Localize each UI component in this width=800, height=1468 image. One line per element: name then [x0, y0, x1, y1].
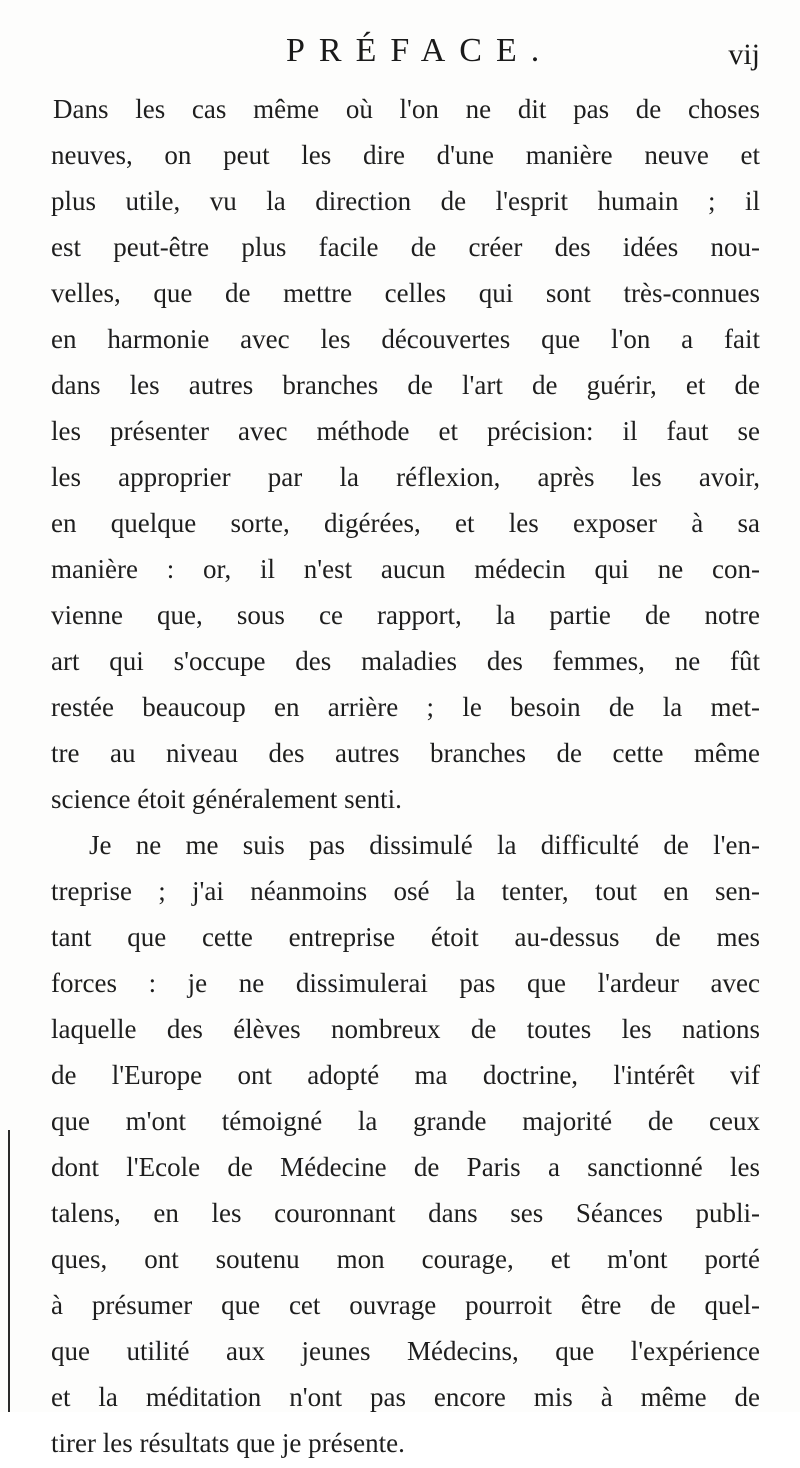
- text-line: talens, en les couronnant dans ses Séances publi-: [51, 1198, 760, 1228]
- text-line: art qui s'occupe des maladies des femmes, ne fût: [51, 646, 760, 676]
- text-line: plus utile, vu la direction de l'esprit humain ; il: [51, 186, 760, 216]
- text-line: en quelque sorte, digérées, et les exposer à sa: [51, 508, 760, 538]
- text-line: laquelle des élèves nombreux de toutes les nations: [51, 1014, 760, 1044]
- text-line: dans les autres branches de l'art de guérir, et de: [51, 370, 760, 400]
- text-line: forces : je ne dissimulerai pas que l'ardeur avec: [51, 968, 760, 998]
- text-line: treprise ; j'ai néanmoins osé la tenter, tout en sen-: [51, 876, 760, 906]
- text-line: Dans les cas même où l'on ne dit pas de choses: [53, 94, 760, 124]
- text-line: velles, que de mettre celles qui sont très-connues: [51, 278, 760, 308]
- text-line: est peut-être plus facile de créer des idées nou-: [51, 232, 760, 262]
- text-line: tre au niveau des autres branches de cette même: [51, 738, 760, 768]
- text-line: à présumer que cet ouvrage pourroit être de quel-: [51, 1290, 760, 1320]
- text-line: Je ne me suis pas dissimulé la difficulté de l'en-: [89, 830, 760, 860]
- text-line: vienne que, sous ce rapport, la partie de notre: [51, 600, 760, 630]
- text-line: ques, ont soutenu mon courage, et m'ont porté: [51, 1244, 760, 1274]
- running-title: PRÉFACE.: [286, 32, 554, 69]
- text-line: que m'ont témoigné la grande majorité de ceux: [51, 1106, 760, 1136]
- text-line: en harmonie avec les découvertes que l'on a fait: [51, 324, 760, 354]
- page-number: vij: [728, 38, 760, 71]
- text-line: dont l'Ecole de Médecine de Paris a sanctionné les: [51, 1152, 760, 1182]
- text-line: et la méditation n'ont pas encore mis à même de: [51, 1382, 760, 1412]
- text-line: science étoit généralement senti.: [51, 784, 402, 814]
- text-line: neuves, on peut les dire d'une manière neuve et: [51, 140, 760, 170]
- text-line: manière : or, il n'est aucun médecin qui ne con-: [51, 554, 760, 584]
- text-line: les présenter avec méthode et précision: il faut se: [51, 416, 760, 446]
- text-line: que utilité aux jeunes Médecins, que l'expérience: [51, 1336, 760, 1366]
- text-line: les approprier par la réflexion, après les avoir,: [51, 462, 760, 492]
- page-edge-rule: [8, 1130, 10, 1412]
- page-header: [0, 30, 800, 74]
- text-line: tirer les résultats que je présente.: [51, 1428, 405, 1458]
- text-line: tant que cette entreprise étoit au-dessus de mes: [51, 922, 760, 952]
- text-line: de l'Europe ont adopté ma doctrine, l'intérêt vif: [51, 1060, 760, 1090]
- text-line: restée beaucoup en arrière ; le besoin de la met-: [51, 692, 760, 722]
